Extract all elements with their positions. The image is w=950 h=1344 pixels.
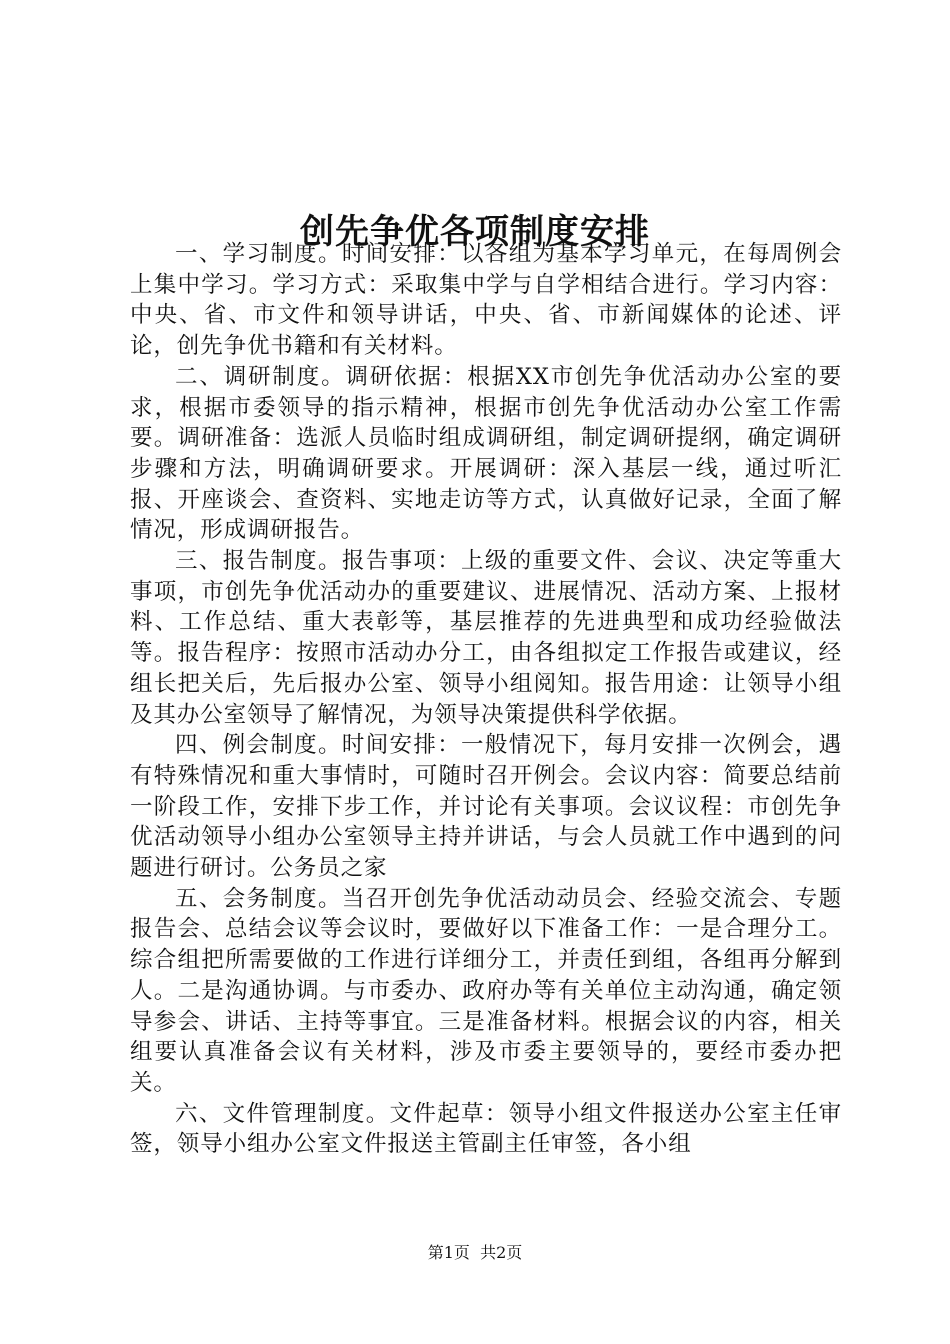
paragraph-document-management: 六、文件管理制度。文件起草：领导小组文件报送办公室主任审签，领导小组办公室文件报送主管副主任审签，各小组 — [130, 1100, 842, 1158]
paragraph-research-system: 二、调研制度。调研依据：根据XX市创先争优活动办公室的要求，根据市委领导的指示精神，根据市创先争优活动办公室工作需要。调研准备：选派人员临时组成调研组，制定调研提纲，确定调研步骤和方法，明确调研要求。开展调研：深入基层一线，通过听汇报、开座谈会、查资料、实地走访等方式，认真做好记录，全面了解情况，形成调研报告。 — [130, 363, 842, 544]
document-body — [130, 239, 842, 1160]
paragraph-report-system: 三、报告制度。报告事项：上级的重要文件、会议、决定等重大事项，市创先争优活动办的重要建议、进展情况、活动方案、上报材料、工作总结、重大表彰等，基层推荐的先进典型和成功经验做法等。报告程序：按照市活动办分工，由各组拟定工作报告或建议，经组长把关后，先后报办公室、领导小组阅知。报告用途：让领导小组及其办公室领导了解情况，为领导决策提供科学依据。 — [130, 548, 842, 728]
paragraph-conference-system: 五、会务制度。当召开创先争优活动动员会、经验交流会、专题报告会、总结会议等会议时，要做好以下准备工作：一是合理分工。综合组把所需要做的工作进行详细分工，并责任到组，各组再分解到人。二是沟通协调。与市委办、政府办等有关单位主动沟通，确定领导参会、讲话、主持等事宜。三是准备材料。根据会议的内容，相关组要认真准备会议有关材料，涉及市委主要领导的，要经市委办把关。 — [130, 885, 842, 1096]
document-title: 创先争优各项制度安排 — [300, 211, 650, 252]
paragraph-meeting-system: 四、例会制度。时间安排：一般情况下，每月安排一次例会，遇有特殊情况和重大事情时，可随时召开例会。会议内容：简要总结前一阶段工作，安排下步工作，并讨论有关事项。会议议程：市创先争优活动领导小组办公室领导主持并讲话，与会人员就工作中遇到的问题进行研讨。公务员之家 — [130, 732, 842, 882]
page-number: 第1页 共2页 — [427, 1243, 523, 1262]
paragraph-study-system: 一、学习制度。时间安排：以各组为基本学习单元，在每周例会上集中学习。学习方式：采取集中学与自学相结合进行。学习内容：中央、省、市文件和领导讲话，中央、省、市新闻媒体的论述、评论，创先争优书籍和有关材料。 — [130, 241, 842, 360]
page-footer — [0, 1242, 950, 1264]
